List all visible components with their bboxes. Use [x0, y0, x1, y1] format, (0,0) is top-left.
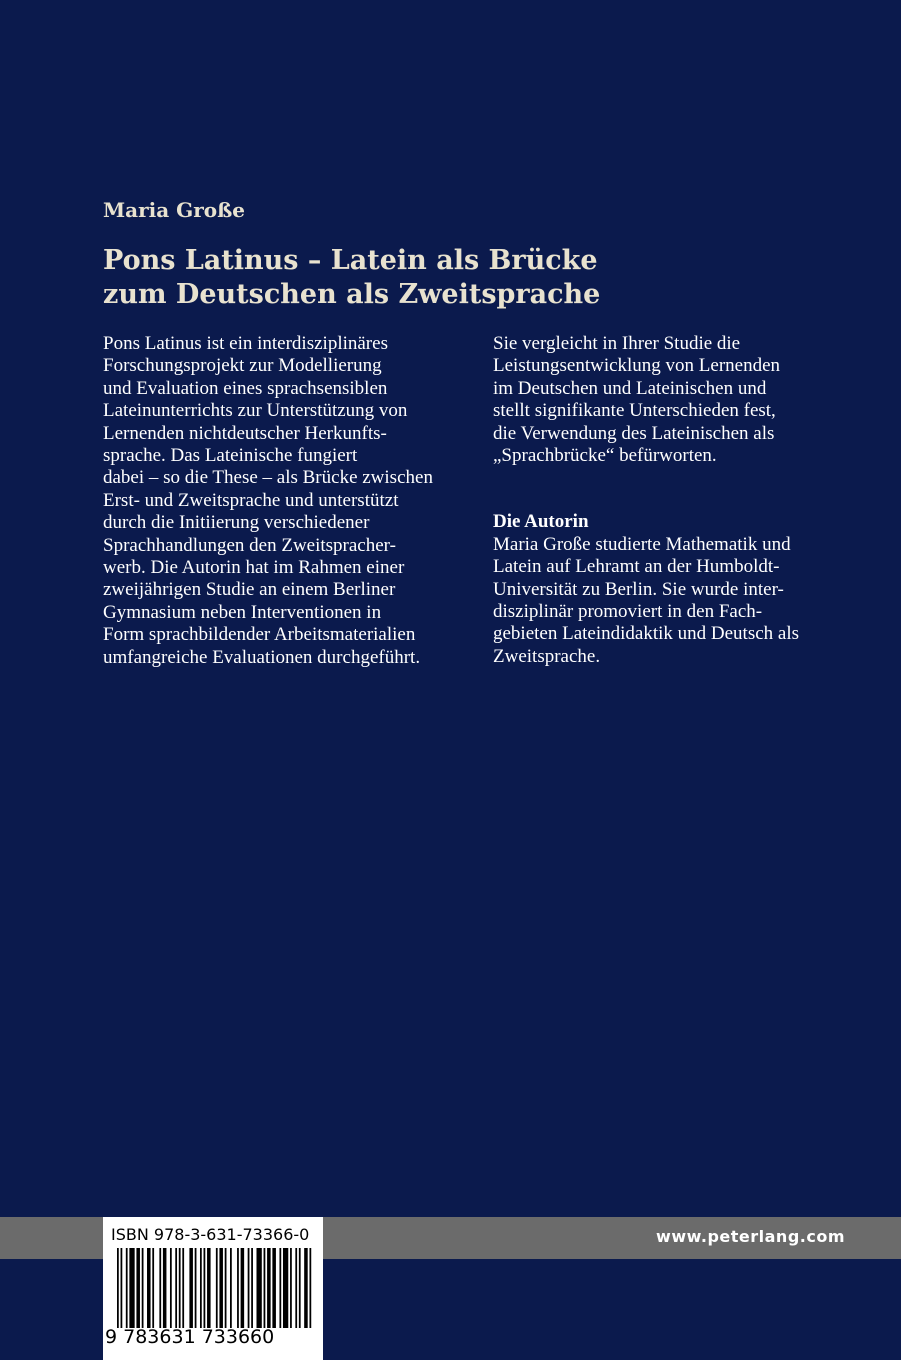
blurb-line: sprache. Das Lateinische fungiert: [103, 445, 358, 467]
barcode-label: [103, 1217, 323, 1360]
barcode-icon: [117, 1248, 313, 1328]
bio-line: Latein auf Lehramt an der Humboldt-: [493, 556, 780, 578]
blurb-line: Lateinunterrichts zur Unterstützung von: [103, 400, 408, 422]
blurb-line: Lernenden nichtdeutscher Herkunfts-: [103, 422, 387, 444]
blurb-line: Erst- und Zweitsprache und unterstützt: [103, 489, 399, 511]
blurb-line: Sie vergleicht in Ihrer Studie die: [493, 333, 741, 354]
blurb-line: die Verwendung des Lateinischen als: [493, 422, 775, 444]
author-name: Maria Große: [103, 198, 246, 222]
title-line-2: zum Deutschen als Zweitsprache: [103, 279, 601, 310]
blurb-right-column: [493, 333, 838, 668]
isbn-text: ISBN 978-3-631-73366-0: [111, 1225, 310, 1244]
bio-line: Zweitsprache.: [493, 645, 601, 667]
blurb-line: durch die Initiierung verschiedener: [103, 512, 370, 534]
bio-line: Universität zu Berlin. Sie wurde inter-: [493, 578, 784, 600]
blurb-line: im Deutschen und Lateinischen und: [493, 377, 767, 399]
bio-line: gebieten Lateindidaktik und Deutsch als: [493, 623, 800, 645]
blurb-line: Forschungsprojekt zur Modellierung: [103, 355, 382, 377]
publisher-url: www.peterlang.com: [656, 1227, 845, 1246]
blurb-line: stellt signifikante Unterschieden fest,: [493, 400, 776, 422]
blurb-line: Form sprachbildender Arbeitsmaterialien: [103, 624, 416, 646]
book-title: [103, 244, 803, 312]
blurb-line: „Sprachbrücke“ befürworten.: [493, 445, 717, 467]
author-bio-heading: Die Autorin: [493, 511, 589, 533]
bio-line: Maria Große studierte Mathematik und: [493, 533, 791, 555]
blurb-left-column: [103, 333, 463, 669]
blurb-line: zweijährigen Studie an einem Berliner: [103, 579, 396, 601]
blurb-line: Pons Latinus ist ein interdisziplinäres: [103, 333, 388, 354]
blurb-line: Sprachhandlungen den Zweitspracher-: [103, 534, 396, 556]
blurb-line: werb. Die Autorin hat im Rahmen einer: [103, 557, 405, 579]
bio-line: disziplinär promoviert in den Fach-: [493, 601, 763, 623]
blurb-line: Gymnasium neben Interventionen in: [103, 601, 382, 623]
blurb-line: und Evaluation eines sprachsensiblen: [103, 377, 388, 399]
blurb-line: Leistungsentwicklung von Lernenden: [493, 355, 781, 377]
blurb-line: dabei – so die These – als Brücke zwischen: [103, 467, 433, 489]
blurb-line: umfangreiche Evaluationen durchgeführt.: [103, 646, 421, 668]
barcode-digits: 9 783631 733660: [105, 1326, 275, 1348]
title-line-1: Pons Latinus – Latein als Brücke: [103, 245, 598, 276]
